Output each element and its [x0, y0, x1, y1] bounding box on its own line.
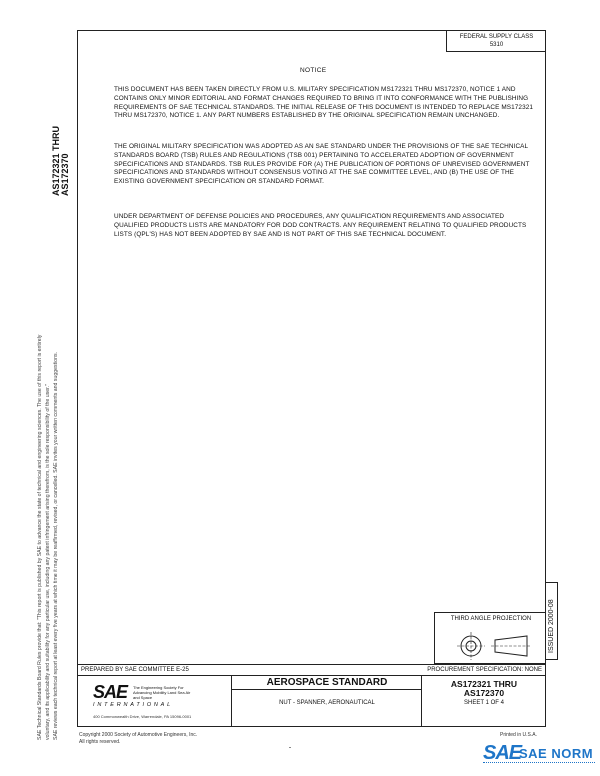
third-angle-projection-icon: [455, 629, 535, 663]
issued-text: ISSUED 2000-08: [548, 599, 555, 653]
title-block: [77, 676, 546, 727]
spine-line-1: AS172321 THRU: [51, 125, 61, 196]
doc-number-cell: [422, 676, 546, 727]
copyright-line-2: All rights reserved.: [79, 739, 121, 745]
projection-label: THIRD ANGLE PROJECTION: [450, 616, 532, 622]
procurement-spec: PROCUREMENT SPECIFICATION: NONE: [427, 667, 542, 673]
federal-supply-class-label: FEDERAL SUPPLY CLASS: [459, 34, 534, 40]
part-description: NUT - SPANNER, AERONAUTICAL: [279, 700, 375, 706]
prepared-by: PREPARED BY SAE COMMITTEE E-25: [81, 667, 189, 673]
watermark-underline: [483, 762, 595, 766]
spine-line-2: AS172370: [60, 153, 70, 196]
sae-logo-cell: [77, 676, 232, 727]
sae-logo: SAE: [93, 682, 128, 702]
notice-heading: NOTICE: [300, 67, 327, 74]
prepared-by-row: [77, 664, 546, 676]
disclaimer-line-1: SAE Technical Standards Board Rules provide that: "This report is published by SAE to advance the state of technical and engineering sciences. The use of this report is entirely: [37, 334, 43, 740]
federal-supply-class-box: [446, 30, 546, 52]
copyright-line-1: Copyright 2000 Society of Automotive Engineers, Inc.: [79, 732, 198, 738]
issued-date: [547, 585, 559, 655]
page-dot: [289, 747, 291, 748]
disclaimer-line-3: SAE reviews each technical report at least every five years at which time it may be reaffirmed, revised, or cancelled. SAE invites your written comments and suggestions.: [53, 352, 59, 740]
copyright: [79, 732, 197, 746]
standard-title-cell: [232, 676, 422, 727]
watermark-sae-logo: SAE: [483, 742, 522, 764]
sheet-number: SHEET 1 OF 4: [464, 700, 504, 706]
doc-number-line-2: AS172370: [463, 688, 505, 698]
doc-number-line-1: AS172321 THRU: [450, 679, 518, 689]
doc-number: [422, 680, 546, 698]
side-disclaimer: [36, 200, 76, 740]
standard-title: AEROSPACE STANDARD: [232, 676, 422, 690]
printed-in: Printed in U.S.A.: [500, 732, 537, 738]
notice-paragraph-3: UNDER DEPARTMENT OF DEFENSE POLICIES AND PROCEDURES, ANY QUALIFICATION REQUIREMENTS AND ASSOCIATED QUALIFIED PRODUCTS LISTS ARE MANDATORY FOR DOD CONTRACTS. ANY REQUIREMENT RELATING TO QUALIFIED PRODUCTS LISTS (QPL'S) HAS NOT BEEN ADOPTED BY SAE AND IS NOT PART OF THIS SAE TECHNICAL DOCUMENT.: [114, 213, 527, 238]
disclaimer-line-2: voluntary, and its applicability and suitability for any particular use, including any patent infringement arising therefrom, is the sole responsibility of the user.": [45, 384, 51, 740]
watermark-norm-text: SAE NORM: [519, 746, 594, 761]
notice-paragraph-1: THIS DOCUMENT HAS BEEN TAKEN DIRECTLY FROM U.S. MILITARY SPECIFICATION MS172321 THRU MS172370, NOTICE 1 AND CONTAINS ONLY MINOR EDITORIAL AND FORMAT CHANGES REQUIRED TO BRING IT INTO CONFORMANCE WITH THE PUBLISHING REQUIREMENTS OF SAE TECHNICAL STANDARDS. THE INITIAL RELEASE OF THIS DOCUMENT IS INTENDED TO REPLACE MS172321 THRU MS172370, NOTICE 1. ANY PART NUMBERS ESTABLISHED BY THE ORIGINAL SPECIFICATION REMAIN UNCHANGED.: [114, 86, 534, 120]
sae-international: INTERNATIONAL: [93, 702, 173, 708]
spine-doc-number: [46, 100, 74, 200]
sae-norm-watermark: [483, 742, 595, 768]
notice-paragraph-2: THE ORIGINAL MILITARY SPECIFICATION WAS ADOPTED AS AN SAE STANDARD UNDER THE PROVISIONS OF THE SAE TECHNICAL STANDARDS BOARD (TSB) RULES AND REGULATIONS (TSB 001) PERTAINING TO ACCELERATED ADOPTION OF GOVERNMENT SPECIFICATIONS AND STANDARDS. TSB RULES PROVIDE FOR (A) THE PUBLICATION OF PORTIONS OF UNREVISED GOVERNMENT SPECIFICATIONS AND STANDARDS WITHOUT CONSENSUS VOTING AT THE SAE COMMITTEE LEVEL, AND (B) THE USE OF THE EXISTING GOVERNMENT SPECIFICATION OR STANDARD FORMAT.: [114, 143, 530, 186]
projection-box: [434, 612, 546, 664]
sae-tagline: The Engineering Society For Advancing Mobility Land Sea Air and Space: [133, 685, 191, 700]
federal-supply-class-value: 5310: [489, 42, 504, 48]
sae-address: 400 Commonwealth Drive, Warrendale, PA 15096-0001: [93, 714, 192, 719]
